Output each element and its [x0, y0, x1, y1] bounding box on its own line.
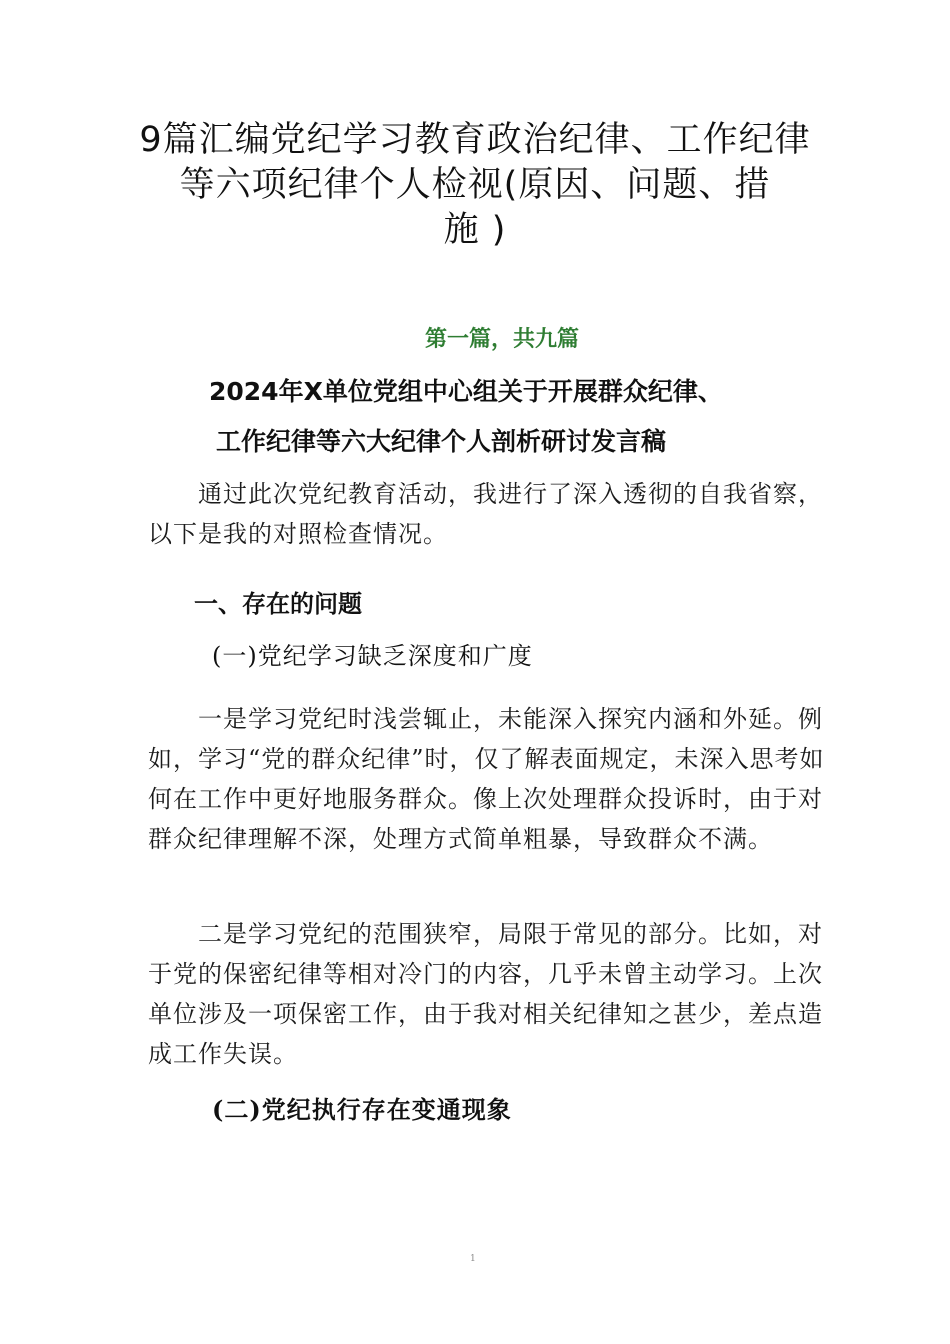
paragraph-1: 一是学习党纪时浅尝辄止，未能深入探究内涵和外延。例如，学习“党的群众纪律”时，仅了解表面规定，未深入思考如何在工作中更好地服务群众。像上次处理群众投诉时，由于对群众纪律理解不深，处理方式简单粗暴，导致群众不满。: [148, 705, 825, 853]
page-number: 1: [470, 1254, 476, 1264]
subsection-heading-1: (一)党纪学习缺乏深度和广度: [212, 642, 533, 670]
intro-paragraph: 通过此次党纪教育活动，我进行了深入透彻的自我省察，以下是我的对照检查情况。: [148, 480, 823, 548]
paragraph-2: 二是学习党纪的范围狭窄，局限于常见的部分。比如，对于党的保密纪律等相对冷门的内容，几乎未曾主动学习。上次单位涉及一项保密工作，由于我对相关纪律知之甚少，差点造成工作失误。: [148, 920, 823, 1068]
article-title-line-2: 工作纪律等六大纪律个人剖析研讨发言稿: [216, 427, 667, 456]
part-label: 第一篇，共九篇: [424, 327, 579, 352]
subsection-heading-2: (二)党纪执行存在变通现象: [212, 1095, 512, 1124]
document-title: [120, 118, 830, 253]
document-title-line-3: 施 ): [443, 210, 507, 250]
article-title-line-1: 2024年X单位党组中心组关于开展群众纪律、: [209, 377, 723, 406]
document-title-line-1: 9篇汇编党纪学习教育政治纪律、工作纪律: [139, 120, 811, 160]
document-title-line-2: 等六项纪律个人检视(原因、问题、措: [179, 165, 771, 205]
section-heading-problems: 一、存在的问题: [194, 590, 362, 618]
